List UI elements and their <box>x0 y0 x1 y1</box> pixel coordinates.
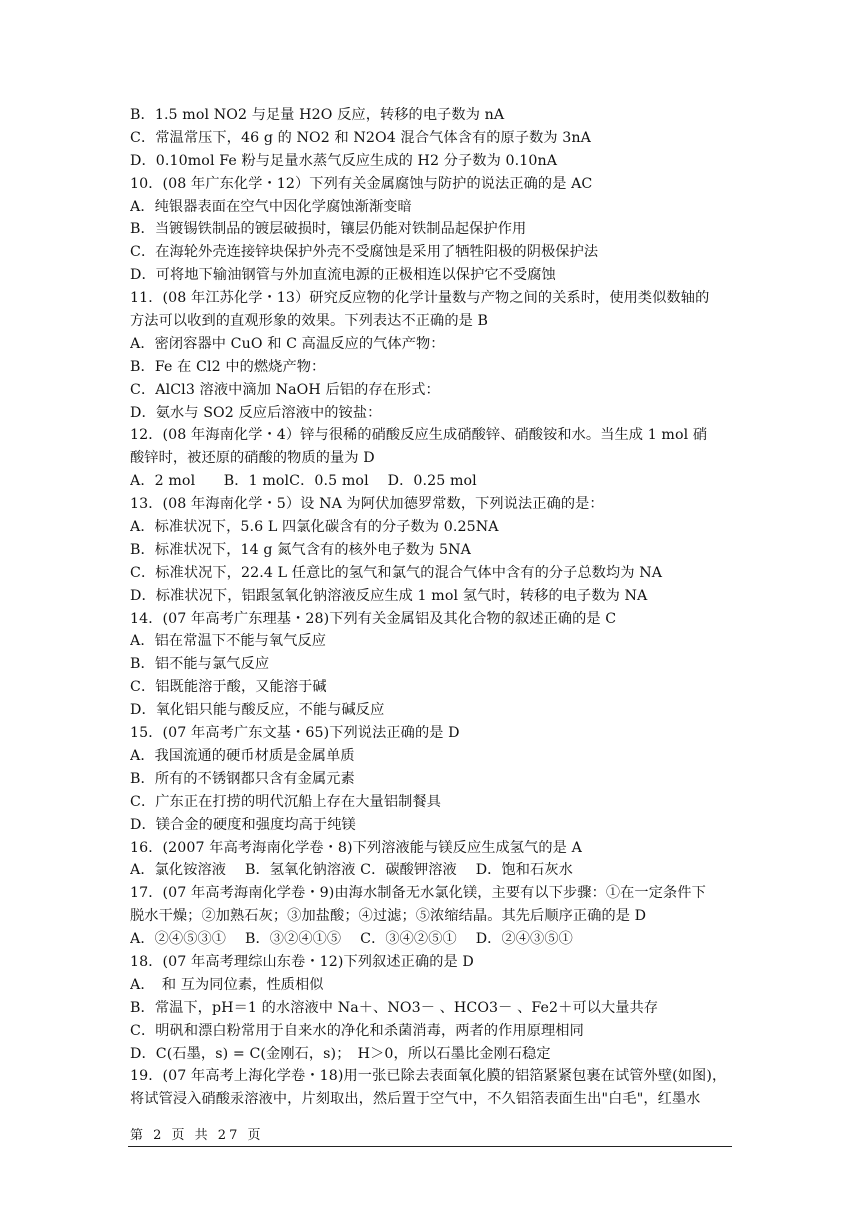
text-line: A．②④⑤③① B．③②④①⑤ C．③④②⑤① D．②④③⑤① <box>130 931 573 948</box>
text-line: 11．(08 年江苏化学・13）研究反应物的化学计量数与产物之间的关系时，使用类似数轴的 <box>130 290 710 307</box>
text-line: 脱水干燥；②加熟石灰；③加盐酸；④过滤；⑤浓缩结晶。其先后顺序正确的是 D <box>130 908 647 925</box>
text-line: 将试管浸入硝酸汞溶液中，片刻取出，然后置于空气中，不久铝箔表面生出"白毛"，红墨水 <box>130 1091 701 1108</box>
text-line: 15．(07 年高考广东文基・65)下列说法正确的是 D <box>130 725 460 742</box>
text-line: C．AlCl3 溶液中滴加 NaOH 后铝的存在形式： <box>130 381 440 398</box>
text-line: C．广东正在打捞的明代沉船上存在大量铝制餐具 <box>130 793 441 810</box>
text-line: A．2 mol B．1 molC．0.5 mol D．0.25 mol <box>130 473 477 490</box>
text-line: 12．(08 年海南化学・4）锌与很稀的硝酸反应生成硝酸锌、硝酸铵和水。当生成 1 mol 硝 <box>130 427 708 444</box>
text-line: A．我国流通的硬币材质是金属单质 <box>130 747 355 764</box>
text-line: B．所有的不锈钢都只含有金属元素 <box>130 770 355 787</box>
text-line: 17．(07 年高考海南化学卷・9)由海水制备无水氯化镁，主要有以下步骤：①在一定条件下 <box>130 885 706 902</box>
page-number-footer: 第 2 页 共 27 页 <box>130 1128 264 1143</box>
text-line: D．标准状况下，铝跟氢氧化钠溶液反应生成 1 mol 氢气时，转移的电子数为 NA <box>130 587 648 604</box>
text-line: C．在海轮外壳连接锌块保护外壳不受腐蚀是采用了牺牲阳极的阴极保护法 <box>130 244 599 261</box>
text-line: 14．(07 年高考广东理基・28)下列有关金属铝及其化合物的叙述正确的是 C <box>130 610 617 627</box>
text-line: 18．(07 年高考理综山东卷・12)下列叙述正确的是 D <box>130 953 474 970</box>
text-line: D．氨水与 SO2 反应后溶液中的铵盐： <box>130 404 382 421</box>
text-line: D．C(石墨，s) = C(金刚石，s)； H＞0，所以石墨比金刚石稳定 <box>130 1045 551 1062</box>
text-line: B．标准状况下，14 g 氮气含有的核外电子数为 5NA <box>130 541 471 558</box>
text-line: A．密闭容器中 CuO 和 C 高温反应的气体产物： <box>130 335 445 352</box>
text-line: B．Fe 在 Cl2 中的燃烧产物： <box>130 358 326 375</box>
text-line: C．标准状况下，22.4 L 任意比的氢气和氯气的混合气体中含有的分子总数均为 NA <box>130 564 663 581</box>
text-line: 13．(08 年海南化学・5）设 NA 为阿伏加德罗常数，下列说法正确的是： <box>130 496 604 513</box>
text-line: A．纯银器表面在空气中因化学腐蚀渐渐变暗 <box>130 198 412 215</box>
text-line: 19．(07 年高考上海化学卷・18)用一张已除去表面氧化膜的铝箔紧紧包裹在试管外壁(如图)， <box>130 1068 727 1085</box>
text-line: A．标准状况下，5.6 L 四氯化碳含有的分子数为 0.25NA <box>130 519 499 536</box>
text-line: 10．(08 年广东化学・12）下列有关金属腐蚀与防护的说法正确的是 AC <box>130 175 593 192</box>
text-line: B．当镀锡铁制品的镀层破损时，镶层仍能对铁制品起保护作用 <box>130 221 527 238</box>
text-line: B．铝不能与氯气反应 <box>130 656 270 673</box>
text-line: D．可将地下输油钢管与外加直流电源的正极相连以保护它不受腐蚀 <box>130 267 556 284</box>
text-line: A．铝在常温下不能与氧气反应 <box>130 633 327 650</box>
document-body <box>130 104 732 1111</box>
text-line: D．镁合金的硬度和强度均高于纯镁 <box>130 816 356 833</box>
text-line: C．铝既能溶于酸，又能溶于碱 <box>130 679 327 696</box>
text-line: D．0.10mol Fe 粉与足量水蒸气反应生成的 H2 分子数为 0.10nA <box>130 152 558 169</box>
text-line: 16．(2007 年高考海南化学卷・8)下列溶液能与镁反应生成氢气的是 A <box>130 839 582 856</box>
text-line: B．1.5 mol NO2 与足量 H2O 反应，转移的电子数为 nA <box>130 107 505 123</box>
text-line: C．常温常压下，46 g 的 NO2 和 N2O4 混合气体含有的原子数为 3nA <box>130 129 591 146</box>
text-line: B．常温下，pH＝1 的水溶液中 Na＋、NO3－ 、HCO3－ 、Fe2＋可以大量共存 <box>130 999 659 1016</box>
text-line: A．氯化铵溶液 B．氢氧化钠溶液 C．碳酸钾溶液 D．饱和石灰水 <box>130 862 573 879</box>
text-line: D．氧化铝只能与酸反应，不能与碱反应 <box>130 702 385 719</box>
text-line: 酸锌时，被还原的硝酸的物质的量为 D <box>130 450 375 467</box>
footer-divider <box>128 1146 732 1147</box>
text-line: C．明矾和漂白粉常用于自来水的净化和杀菌消毒，两者的作用原理相同 <box>130 1022 584 1039</box>
text-line: A． 和 互为同位素，性质相似 <box>130 976 324 993</box>
text-line: 方法可以收到的直观形象的效果。下列表达不正确的是 B <box>130 313 489 330</box>
